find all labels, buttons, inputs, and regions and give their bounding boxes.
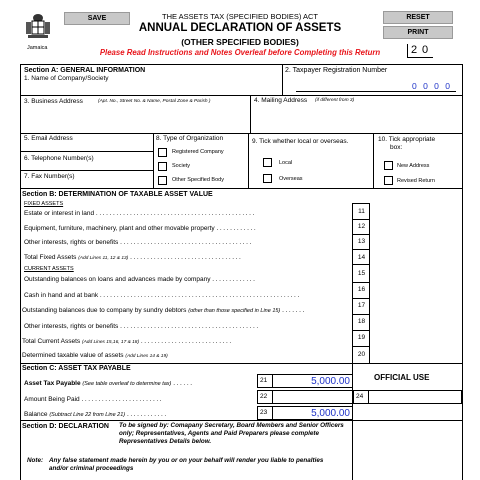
- appropriate-label: 10. Tick appropriate: [378, 136, 436, 143]
- location-option-label: Local: [279, 160, 293, 166]
- business-address-hint: (Apt. No., Street No. & Name, Postal Zone & Parish ): [98, 99, 211, 104]
- mailing-address-hint: (if different from 3): [315, 98, 355, 103]
- asset-row-label: Estate or interest in land ...............................................: [24, 210, 256, 217]
- fixed-assets-heading: FIXED ASSETS: [24, 201, 64, 207]
- org-other-body-checkbox[interactable]: [158, 176, 167, 185]
- line-number: 24: [356, 393, 364, 400]
- sub-title: (OTHER SPECIFIED BODIES): [181, 37, 299, 47]
- line-number: 19: [357, 334, 366, 341]
- asset-row-label: Other interests, rights or benefits .........................................: [24, 323, 260, 330]
- save-button[interactable]: SAVE: [64, 12, 130, 25]
- line-21-box: [257, 374, 353, 388]
- trn-value: 0 0 0 0: [412, 81, 452, 91]
- asset-tax-label: Asset Tax Payable (See table overleaf to determine tax) ......: [24, 380, 194, 387]
- location-local-checkbox[interactable]: [263, 158, 272, 167]
- current-assets-heading: CURRENT ASSETS: [24, 266, 74, 272]
- org-registered-company-checkbox[interactable]: [158, 148, 167, 157]
- year-box[interactable]: [407, 44, 433, 58]
- main-title: ANNUAL DECLARATION OF ASSETS: [138, 22, 342, 34]
- line-number: 13: [357, 238, 366, 245]
- line-number: 23: [260, 409, 268, 416]
- asset-tax-value[interactable]: 5,000.00: [311, 376, 350, 387]
- note-text: Any false statement made herein by you or on your behalf will render you liable to penalties and/or criminal proceedings: [49, 457, 324, 473]
- line-24-box[interactable]: [353, 390, 462, 404]
- instruction-text: Please Read Instructions and Notes Overleaf before Completing this Return: [99, 48, 381, 57]
- revised-return-checkbox[interactable]: [384, 176, 393, 185]
- org-society-checkbox[interactable]: [158, 162, 167, 171]
- line-number: 15: [357, 270, 366, 277]
- line-number: 18: [357, 318, 366, 325]
- line-23-box: [257, 406, 353, 420]
- fax-label: 7. Fax Number(s): [24, 173, 75, 180]
- asset-row-label: Total Current Assets (Add Lines 15,16, 17 & 18) ...........................: [22, 338, 233, 345]
- trn-label: 2. Taxpayer Registration Number: [285, 67, 388, 74]
- asset-row-label: Cash in hand and at bank ...........................................................: [24, 292, 301, 299]
- official-use-label: OFFICIAL USE: [374, 373, 430, 382]
- company-name-label: 1. Name of Company/Society: [24, 75, 109, 82]
- line-number: 21: [260, 377, 268, 384]
- section-c-heading: Section C: ASSET TAX PAYABLE: [22, 365, 131, 372]
- line-number: 17: [357, 302, 366, 309]
- note-label: Note:: [27, 457, 44, 464]
- section-a-heading: Section A: GENERAL INFORMATION: [24, 67, 146, 74]
- asset-row-label: Equipment, furniture, machinery, plant and other movable property ............: [24, 225, 258, 232]
- line-22-box[interactable]: [257, 390, 353, 404]
- coat-caption: Jamaica: [27, 45, 48, 51]
- section-d-heading: Section D: DECLARATION: [22, 423, 109, 430]
- org-option-label: Society: [172, 163, 191, 169]
- org-type-label: 8. Type of Organization: [156, 135, 224, 142]
- asset-row-label: Total Fixed Assets (Add Lines 11, 12 & 13) .................................: [24, 254, 243, 261]
- line-number: 20: [357, 351, 366, 358]
- line-number: 14: [357, 254, 366, 261]
- trn-field[interactable]: [296, 82, 456, 92]
- declaration-text: To be signed by: Comapany Secretary, Board Members and Senior Officers only; Representatives, Agents and Paid Preparers please complete Representatives Details below.: [119, 422, 344, 446]
- line-number: 16: [357, 286, 366, 293]
- org-option-label: Other Specified Body: [172, 177, 224, 183]
- location-overseas-checkbox[interactable]: [263, 174, 272, 183]
- year-suffix: 0: [422, 44, 429, 56]
- line-number: 22: [260, 393, 268, 400]
- balance-label: Balance (Subtract Line 22 from Line 21) ............: [24, 411, 168, 418]
- appropriate-option-label: New Address: [397, 163, 430, 169]
- appropriate-option-label: Revised Return: [397, 178, 435, 184]
- reset-button[interactable]: RESET: [383, 11, 453, 24]
- location-option-label: Overseas: [279, 176, 303, 182]
- section-b-heading: Section B: DETERMINATION OF TAXABLE ASSET VALUE: [22, 191, 213, 198]
- asset-row-label: Other interests, rights or benefits .......................................: [24, 239, 253, 246]
- act-title: THE ASSETS TAX (SPECIFIED BODIES) ACT: [161, 12, 318, 21]
- line-number: 11: [358, 208, 365, 215]
- location-label: 9. Tick whether local or overseas.: [252, 138, 349, 145]
- mailing-address-label: 4. Mailing Address: [254, 97, 308, 104]
- coat-of-arms-icon: [24, 12, 52, 44]
- new-address-checkbox[interactable]: [384, 161, 393, 170]
- asset-row-label: Outstanding balances due to company by sundry debtors (other than those specified in Line 15) .......: [22, 307, 306, 314]
- business-address-label: 3. Business Address: [24, 98, 83, 105]
- amount-paid-label: Amount Being Paid ........................: [24, 396, 164, 403]
- appropriate-label-2: box:: [390, 144, 403, 151]
- org-option-label: Registered Company: [172, 149, 224, 155]
- balance-value[interactable]: 5,000.00: [311, 408, 350, 419]
- asset-row-label: Outstanding balances on loans and advances made by company .............: [24, 276, 257, 283]
- email-label: 5. Email Address: [24, 135, 73, 142]
- year-prefix: 2: [411, 44, 418, 56]
- asset-row-label: Determined taxable value of assets (Add Lines 14 & 19): [22, 352, 168, 359]
- phone-label: 6. Telephone Number(s): [24, 155, 94, 162]
- print-button[interactable]: PRINT: [383, 26, 453, 39]
- line-number: 12: [357, 223, 366, 230]
